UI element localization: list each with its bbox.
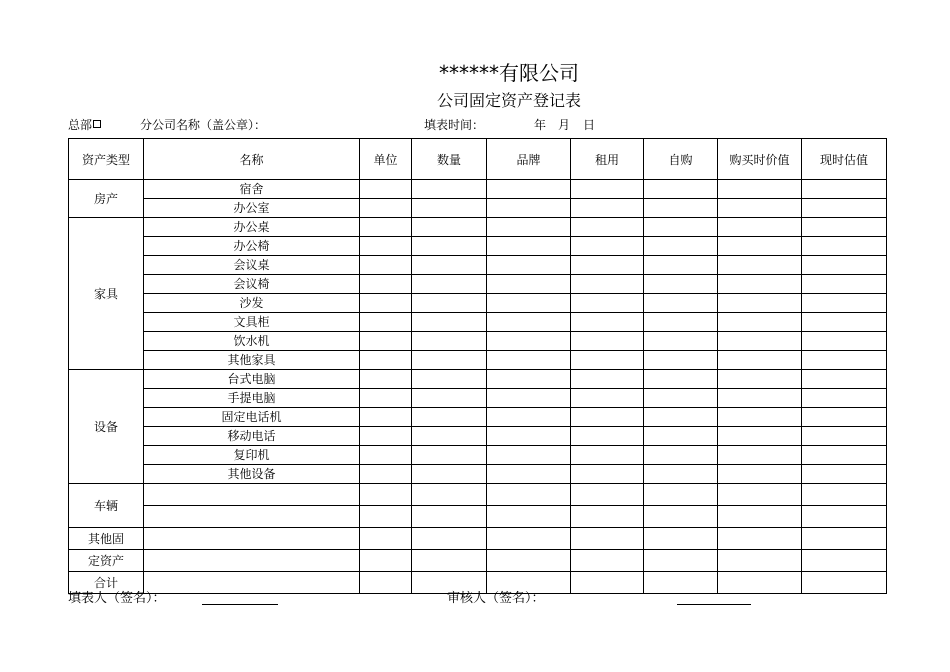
entry-cell[interactable] [360, 351, 412, 370]
asset-name-cell: 其他家具 [144, 351, 360, 370]
entry-cell[interactable] [360, 408, 412, 427]
entry-cell[interactable] [802, 294, 887, 313]
entry-cell[interactable] [802, 550, 887, 572]
filler-signature-label: 填表人（签名）： [68, 591, 166, 606]
table-header-row [69, 139, 887, 180]
entry-cell[interactable] [360, 427, 412, 446]
asset-name-cell: 办公桌 [144, 218, 360, 237]
entry-cell[interactable] [644, 199, 718, 218]
table-row [69, 332, 887, 351]
entry-cell[interactable] [571, 237, 644, 256]
entry-cell[interactable] [412, 332, 487, 351]
entry-cell[interactable] [644, 446, 718, 465]
entry-cell[interactable] [412, 199, 487, 218]
entry-cell[interactable] [718, 446, 802, 465]
header-purchase-value: 购买时价值 [718, 139, 802, 180]
table-row [69, 427, 887, 446]
asset-name-cell: 其他设备 [144, 465, 360, 484]
entry-cell[interactable] [802, 528, 887, 550]
entry-cell[interactable] [802, 484, 887, 506]
entry-cell[interactable] [571, 313, 644, 332]
entry-cell[interactable] [644, 180, 718, 199]
entry-cell[interactable] [644, 237, 718, 256]
entry-cell[interactable] [802, 572, 887, 594]
hq-field [68, 117, 101, 133]
entry-cell[interactable] [487, 446, 571, 465]
year-label: 年 [534, 118, 547, 132]
table-row [69, 275, 887, 294]
entry-cell[interactable] [487, 389, 571, 408]
entry-cell[interactable] [644, 332, 718, 351]
entry-cell[interactable] [718, 275, 802, 294]
entry-cell[interactable] [412, 550, 487, 572]
entry-cell[interactable] [487, 427, 571, 446]
entry-cell[interactable] [360, 180, 412, 199]
table-row [69, 550, 887, 572]
entry-cell[interactable] [412, 256, 487, 275]
entry-cell[interactable] [487, 294, 571, 313]
asset-name-cell: 办公椅 [144, 237, 360, 256]
entry-cell[interactable] [718, 351, 802, 370]
asset-name-cell: 台式电脑 [144, 370, 360, 389]
entry-cell[interactable] [802, 351, 887, 370]
asset-type-cell: 房产 [69, 180, 144, 218]
entry-cell[interactable] [487, 332, 571, 351]
table-row [69, 199, 887, 218]
table-row [69, 484, 887, 506]
asset-name-cell [144, 484, 360, 506]
header-asset-type: 资产类型 [69, 139, 144, 180]
entry-cell[interactable] [718, 313, 802, 332]
entry-cell[interactable] [802, 237, 887, 256]
entry-cell[interactable] [360, 256, 412, 275]
entry-cell[interactable] [718, 180, 802, 199]
entry-cell[interactable] [644, 294, 718, 313]
entry-cell[interactable] [718, 408, 802, 427]
table-row [69, 465, 887, 484]
asset-name-cell: 饮水机 [144, 332, 360, 351]
form-title: 公司固定资产登记表 [436, 91, 581, 110]
entry-cell[interactable] [644, 465, 718, 484]
asset-name-cell: 复印机 [144, 446, 360, 465]
entry-cell[interactable] [802, 408, 887, 427]
asset-name-cell: 固定电话机 [144, 408, 360, 427]
entry-cell[interactable] [360, 218, 412, 237]
asset-name-cell [144, 506, 360, 528]
entry-cell[interactable] [718, 256, 802, 275]
table-row [69, 180, 887, 199]
entry-cell[interactable] [487, 351, 571, 370]
entry-cell[interactable] [412, 313, 487, 332]
table-row [69, 370, 887, 389]
entry-cell[interactable] [571, 528, 644, 550]
hq-checkbox[interactable] [93, 120, 101, 128]
entry-cell[interactable] [360, 389, 412, 408]
header-brand: 品牌 [487, 139, 571, 180]
asset-type-cell: 合计 [69, 572, 144, 594]
asset-name-cell: 会议桌 [144, 256, 360, 275]
entry-cell[interactable] [802, 218, 887, 237]
entry-cell[interactable] [412, 180, 487, 199]
header-current-value: 现时估值 [802, 139, 887, 180]
header-quantity: 数量 [412, 139, 487, 180]
entry-cell[interactable] [487, 484, 571, 506]
month-label: 月 [558, 118, 571, 132]
entry-cell[interactable] [487, 528, 571, 550]
entry-cell[interactable] [412, 506, 487, 528]
entry-cell[interactable] [644, 408, 718, 427]
header-rented: 租用 [571, 139, 644, 180]
entry-cell[interactable] [487, 465, 571, 484]
asset-type-cell: 定资产 [69, 550, 144, 572]
entry-cell[interactable] [571, 446, 644, 465]
entry-cell[interactable] [802, 370, 887, 389]
entry-cell[interactable] [360, 446, 412, 465]
table-row [69, 528, 887, 550]
entry-cell[interactable] [360, 313, 412, 332]
entry-cell[interactable] [487, 199, 571, 218]
asset-type-cell: 家具 [69, 218, 144, 370]
header-unit: 单位 [360, 139, 412, 180]
entry-cell[interactable] [644, 506, 718, 528]
table-row [69, 313, 887, 332]
entry-cell[interactable] [412, 237, 487, 256]
entry-cell[interactable] [802, 180, 887, 199]
entry-cell[interactable] [487, 180, 571, 199]
asset-type-cell: 车辆 [69, 484, 144, 528]
asset-name-cell [144, 528, 360, 550]
entry-cell[interactable] [718, 427, 802, 446]
asset-name-cell [144, 572, 360, 594]
entry-cell[interactable] [360, 275, 412, 294]
fill-time-label: 填表时间： [424, 118, 485, 132]
entry-cell[interactable] [360, 237, 412, 256]
entry-cell[interactable] [718, 237, 802, 256]
entry-cell[interactable] [802, 389, 887, 408]
entry-cell[interactable] [412, 218, 487, 237]
entry-cell[interactable] [360, 332, 412, 351]
entry-cell[interactable] [571, 506, 644, 528]
entry-cell[interactable] [802, 465, 887, 484]
entry-cell[interactable] [802, 506, 887, 528]
entry-cell[interactable] [644, 256, 718, 275]
table-row [69, 506, 887, 528]
entry-cell[interactable] [644, 550, 718, 572]
header-name: 名称 [144, 139, 360, 180]
asset-name-cell: 办公室 [144, 199, 360, 218]
entry-cell[interactable] [718, 528, 802, 550]
asset-name-cell: 沙发 [144, 294, 360, 313]
entry-cell[interactable] [571, 389, 644, 408]
asset-name-cell: 宿舍 [144, 180, 360, 199]
entry-cell[interactable] [571, 550, 644, 572]
entry-cell[interactable] [571, 275, 644, 294]
entry-cell[interactable] [487, 550, 571, 572]
entry-cell[interactable] [487, 256, 571, 275]
asset-name-cell: 文具柜 [144, 313, 360, 332]
entry-cell[interactable] [644, 275, 718, 294]
entry-cell[interactable] [412, 484, 487, 506]
entry-cell[interactable] [644, 370, 718, 389]
company-title: ******有限公司 [439, 61, 579, 85]
entry-cell[interactable] [718, 465, 802, 484]
asset-name-cell [144, 550, 360, 572]
entry-cell[interactable] [360, 572, 412, 594]
entry-cell[interactable] [718, 550, 802, 572]
branch-name-label: 分公司名称（盖公章）： [140, 118, 267, 132]
table-row [69, 294, 887, 313]
table-row [69, 218, 887, 237]
entry-cell[interactable] [644, 389, 718, 408]
entry-cell[interactable] [360, 506, 412, 528]
reviewer-signature-line[interactable] [677, 604, 751, 605]
entry-cell[interactable] [571, 199, 644, 218]
asset-register-table [68, 138, 887, 594]
entry-cell[interactable] [571, 218, 644, 237]
entry-cell[interactable] [571, 332, 644, 351]
entry-cell[interactable] [644, 427, 718, 446]
entry-cell[interactable] [802, 275, 887, 294]
entry-cell[interactable] [644, 528, 718, 550]
entry-cell[interactable] [487, 275, 571, 294]
day-label: 日 [583, 118, 596, 132]
asset-name-cell: 手提电脑 [144, 389, 360, 408]
entry-cell[interactable] [487, 506, 571, 528]
entry-cell[interactable] [571, 180, 644, 199]
entry-cell[interactable] [718, 506, 802, 528]
header-purchased: 自购 [644, 139, 718, 180]
entry-cell[interactable] [412, 275, 487, 294]
entry-cell[interactable] [412, 408, 487, 427]
table-row [69, 408, 887, 427]
entry-cell[interactable] [802, 446, 887, 465]
entry-cell[interactable] [360, 465, 412, 484]
entry-cell[interactable] [718, 484, 802, 506]
table-row [69, 256, 887, 275]
entry-cell[interactable] [487, 218, 571, 237]
hq-label: 总部 [68, 118, 93, 132]
entry-cell[interactable] [412, 528, 487, 550]
entry-cell[interactable] [718, 572, 802, 594]
asset-name-cell: 会议椅 [144, 275, 360, 294]
entry-cell[interactable] [802, 332, 887, 351]
entry-cell[interactable] [487, 408, 571, 427]
entry-cell[interactable] [644, 572, 718, 594]
asset-type-cell: 其他固 [69, 528, 144, 550]
entry-cell[interactable] [802, 199, 887, 218]
entry-cell[interactable] [571, 256, 644, 275]
entry-cell[interactable] [571, 484, 644, 506]
reviewer-signature-label: 审核人（签名）： [447, 591, 545, 606]
entry-cell[interactable] [571, 351, 644, 370]
table-row [69, 351, 887, 370]
entry-cell[interactable] [644, 313, 718, 332]
entry-cell[interactable] [360, 370, 412, 389]
entry-cell[interactable] [802, 256, 887, 275]
entry-cell[interactable] [571, 408, 644, 427]
entry-cell[interactable] [360, 550, 412, 572]
entry-cell[interactable] [802, 427, 887, 446]
entry-cell[interactable] [360, 294, 412, 313]
entry-cell[interactable] [487, 370, 571, 389]
entry-cell[interactable] [412, 446, 487, 465]
entry-cell[interactable] [718, 370, 802, 389]
entry-cell[interactable] [571, 370, 644, 389]
entry-cell[interactable] [360, 484, 412, 506]
entry-cell[interactable] [412, 351, 487, 370]
entry-cell[interactable] [802, 313, 887, 332]
entry-cell[interactable] [360, 199, 412, 218]
entry-cell[interactable] [412, 389, 487, 408]
entry-cell[interactable] [718, 294, 802, 313]
entry-cell[interactable] [571, 465, 644, 484]
entry-cell[interactable] [644, 484, 718, 506]
table-row [69, 389, 887, 408]
table-body [69, 139, 887, 594]
entry-cell[interactable] [571, 427, 644, 446]
entry-cell[interactable] [412, 427, 487, 446]
entry-cell[interactable] [644, 218, 718, 237]
asset-type-cell: 设备 [69, 370, 144, 484]
entry-cell[interactable] [571, 572, 644, 594]
asset-name-cell: 移动电话 [144, 427, 360, 446]
table-row [69, 237, 887, 256]
filler-signature-line[interactable] [202, 604, 278, 605]
entry-cell[interactable] [718, 218, 802, 237]
entry-cell[interactable] [412, 294, 487, 313]
entry-cell[interactable] [718, 199, 802, 218]
table-row [69, 446, 887, 465]
entry-cell[interactable] [412, 370, 487, 389]
entry-cell[interactable] [644, 351, 718, 370]
entry-cell[interactable] [718, 332, 802, 351]
entry-cell[interactable] [487, 237, 571, 256]
entry-cell[interactable] [571, 294, 644, 313]
entry-cell[interactable] [718, 389, 802, 408]
entry-cell[interactable] [360, 528, 412, 550]
entry-cell[interactable] [412, 465, 487, 484]
entry-cell[interactable] [487, 313, 571, 332]
